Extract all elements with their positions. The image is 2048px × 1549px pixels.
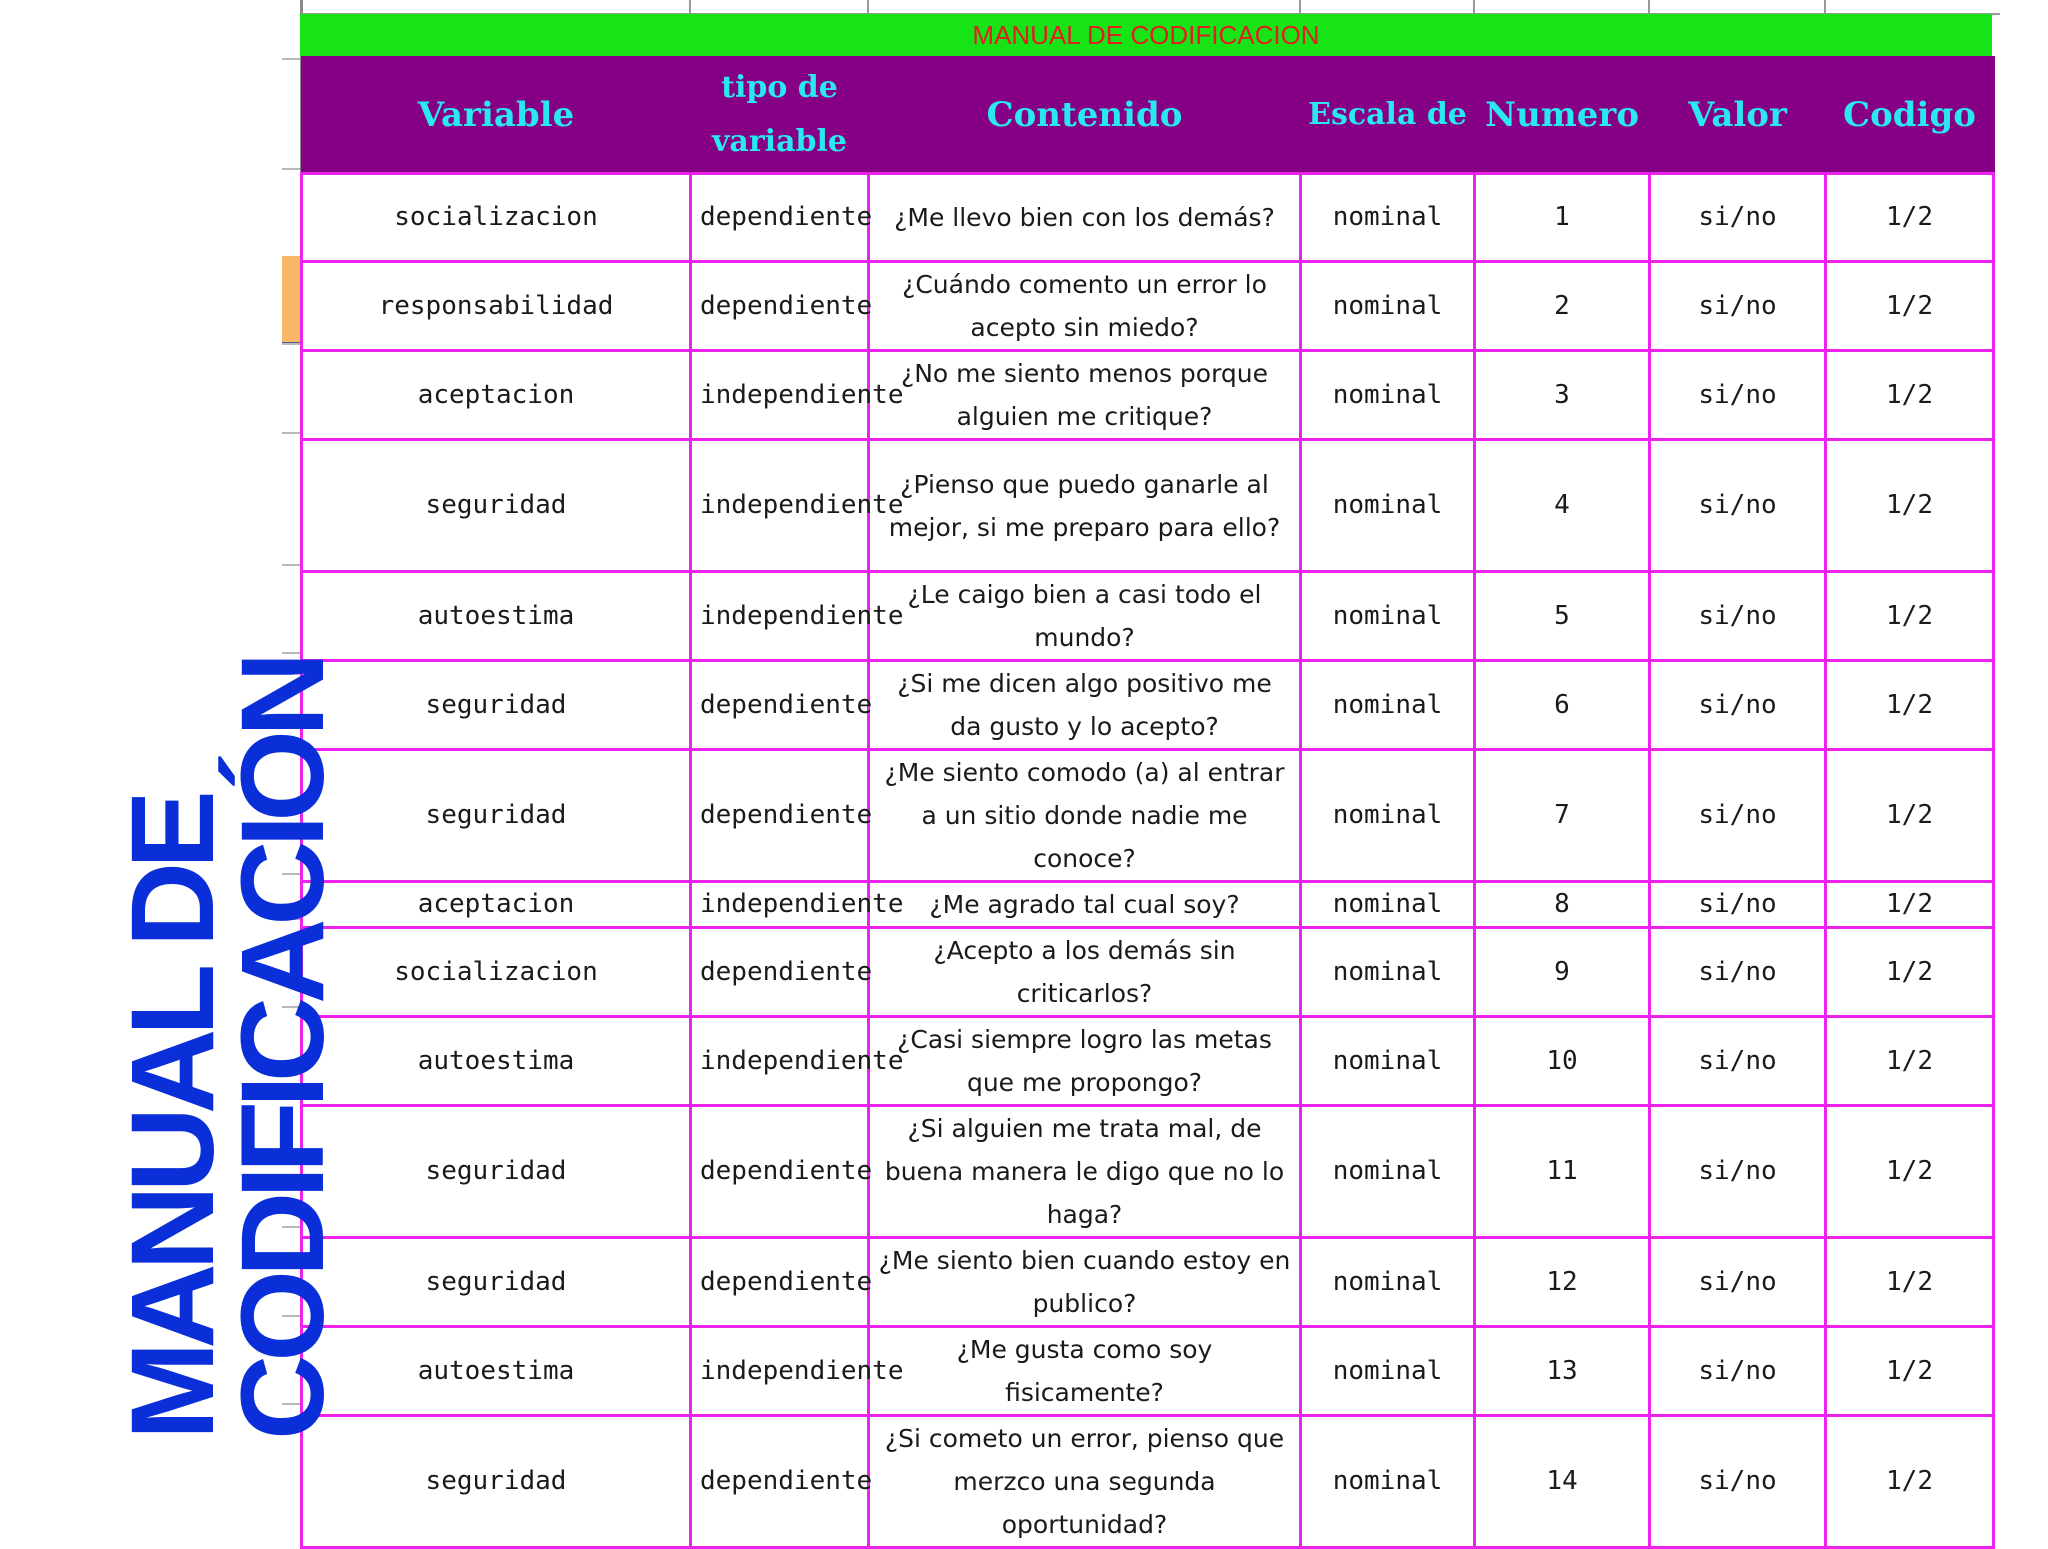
table-row: [302, 928, 1994, 1017]
cell-numero[interactable]: 9: [1475, 928, 1650, 1017]
cell-escala[interactable]: nominal: [1301, 1416, 1475, 1548]
header-valor: Valor: [1650, 57, 1826, 174]
cell-tipo-de-variable[interactable]: independiente: [691, 1327, 869, 1416]
cell-variable[interactable]: seguridad: [302, 750, 691, 882]
cell-escala[interactable]: nominal: [1301, 572, 1475, 661]
cell-codigo[interactable]: 1/2: [1826, 174, 1994, 262]
cell-escala[interactable]: nominal: [1301, 1106, 1475, 1238]
cell-tipo-de-variable[interactable]: dependiente: [691, 262, 869, 351]
table-row: [302, 1017, 1994, 1106]
cell-variable[interactable]: aceptacion: [302, 882, 691, 928]
cell-escala[interactable]: nominal: [1301, 882, 1475, 928]
cell-contenido[interactable]: ¿Me siento bien cuando estoy en publico?: [869, 1238, 1301, 1327]
header-numero: Numero: [1475, 57, 1650, 174]
cell-contenido[interactable]: ¿No me siento menos porque alguien me critique?: [869, 351, 1301, 440]
cell-codigo[interactable]: 1/2: [1826, 1238, 1994, 1327]
cell-tipo-de-variable[interactable]: independiente: [691, 1017, 869, 1106]
cell-numero[interactable]: 10: [1475, 1017, 1650, 1106]
cell-codigo[interactable]: 1/2: [1826, 882, 1994, 928]
table-row: [302, 661, 1994, 750]
cell-codigo[interactable]: 1/2: [1826, 928, 1994, 1017]
cell-numero[interactable]: 4: [1475, 440, 1650, 572]
cell-numero[interactable]: 3: [1475, 351, 1650, 440]
cell-contenido[interactable]: ¿Acepto a los demás sin criticarlos?: [869, 928, 1301, 1017]
cell-codigo[interactable]: 1/2: [1826, 440, 1994, 572]
slide-title-line-1: MANUAL DE: [107, 797, 239, 1440]
cell-contenido[interactable]: ¿Me llevo bien con los demás?: [869, 174, 1301, 262]
table-row: [302, 262, 1994, 351]
cell-valor[interactable]: si/no: [1650, 262, 1826, 351]
cell-escala[interactable]: nominal: [1301, 928, 1475, 1017]
header-escala: Escala de: [1301, 57, 1475, 174]
cell-contenido[interactable]: ¿Pienso que puedo ganarle al mejor, si me preparo para ello?: [869, 440, 1301, 572]
cell-contenido[interactable]: ¿Me siento comodo (a) al entrar a un sitio donde nadie me conoce?: [869, 750, 1301, 882]
cell-valor[interactable]: si/no: [1650, 174, 1826, 262]
cell-escala[interactable]: nominal: [1301, 661, 1475, 750]
cell-tipo-de-variable[interactable]: dependiente: [691, 661, 869, 750]
cell-variable[interactable]: seguridad: [302, 1238, 691, 1327]
cell-escala[interactable]: nominal: [1301, 1017, 1475, 1106]
table-row: [302, 572, 1994, 661]
cell-contenido[interactable]: ¿Me gusta como soy fisicamente?: [869, 1327, 1301, 1416]
cell-variable[interactable]: aceptacion: [302, 351, 691, 440]
cell-contenido[interactable]: ¿Si me dicen algo positivo me da gusto y lo acepto?: [869, 661, 1301, 750]
cell-contenido[interactable]: ¿Me agrado tal cual soy?: [869, 882, 1301, 928]
cell-valor[interactable]: si/no: [1650, 572, 1826, 661]
cell-valor[interactable]: si/no: [1650, 750, 1826, 882]
cell-valor[interactable]: si/no: [1650, 928, 1826, 1017]
cell-valor[interactable]: si/no: [1650, 882, 1826, 928]
cell-valor[interactable]: si/no: [1650, 1416, 1826, 1548]
cell-variable[interactable]: seguridad: [302, 1416, 691, 1548]
cell-variable[interactable]: autoestima: [302, 1017, 691, 1106]
sheet-banner: MANUAL DE CODIFICACION: [300, 14, 1992, 56]
cell-codigo[interactable]: 1/2: [1826, 262, 1994, 351]
cell-codigo[interactable]: 1/2: [1826, 1327, 1994, 1416]
cell-variable[interactable]: autoestima: [302, 1327, 691, 1416]
cell-numero[interactable]: 11: [1475, 1106, 1650, 1238]
cell-tipo-de-variable[interactable]: dependiente: [691, 1416, 869, 1548]
cell-valor[interactable]: si/no: [1650, 440, 1826, 572]
cell-valor[interactable]: si/no: [1650, 1017, 1826, 1106]
header-variable: Variable: [302, 57, 691, 174]
cell-tipo-de-variable[interactable]: dependiente: [691, 1106, 869, 1238]
cell-valor[interactable]: si/no: [1650, 1238, 1826, 1327]
cell-valor[interactable]: si/no: [1650, 351, 1826, 440]
table-row: [302, 174, 1994, 262]
cell-numero[interactable]: 2: [1475, 262, 1650, 351]
cell-tipo-de-variable[interactable]: independiente: [691, 440, 869, 572]
table-row: [302, 1416, 1994, 1548]
cell-numero[interactable]: 13: [1475, 1327, 1650, 1416]
cell-tipo-de-variable[interactable]: dependiente: [691, 928, 869, 1017]
cell-contenido[interactable]: ¿Casi siempre logro las metas que me propongo?: [869, 1017, 1301, 1106]
cell-codigo[interactable]: 1/2: [1826, 1416, 1994, 1548]
coding-manual-table: [300, 56, 1995, 1549]
table-row: [302, 882, 1994, 928]
table-row: [302, 1238, 1994, 1327]
header-contenido: Contenido: [869, 57, 1301, 174]
cell-numero[interactable]: 12: [1475, 1238, 1650, 1327]
cell-codigo[interactable]: 1/2: [1826, 661, 1994, 750]
cell-tipo-de-variable[interactable]: dependiente: [691, 174, 869, 262]
cell-escala[interactable]: nominal: [1301, 1238, 1475, 1327]
cell-numero[interactable]: 7: [1475, 750, 1650, 882]
header-tipo-de-variable: tipo de variable: [691, 57, 869, 174]
cell-escala[interactable]: nominal: [1301, 351, 1475, 440]
cell-numero[interactable]: 8: [1475, 882, 1650, 928]
header-codigo: Codigo: [1826, 57, 1994, 174]
cell-variable[interactable]: socializacion: [302, 928, 691, 1017]
cell-tipo-de-variable[interactable]: independiente: [691, 351, 869, 440]
cell-numero[interactable]: 6: [1475, 661, 1650, 750]
slide-title-line-2: CODIFICACIÓN: [217, 658, 349, 1440]
column-header-strip: [300, 0, 2000, 15]
cell-variable[interactable]: responsabilidad: [302, 262, 691, 351]
slide-title: [107, 658, 349, 1440]
cell-escala[interactable]: nominal: [1301, 262, 1475, 351]
cell-tipo-de-variable[interactable]: dependiente: [691, 750, 869, 882]
cell-numero[interactable]: 5: [1475, 572, 1650, 661]
table-row: [302, 750, 1994, 882]
cell-escala[interactable]: nominal: [1301, 750, 1475, 882]
cell-valor[interactable]: si/no: [1650, 661, 1826, 750]
cell-codigo[interactable]: 1/2: [1826, 1106, 1994, 1238]
cell-numero[interactable]: 1: [1475, 174, 1650, 262]
cell-tipo-de-variable[interactable]: dependiente: [691, 1238, 869, 1327]
cell-escala[interactable]: nominal: [1301, 1327, 1475, 1416]
cell-variable[interactable]: socializacion: [302, 174, 691, 262]
cell-tipo-de-variable[interactable]: independiente: [691, 882, 869, 928]
cell-escala[interactable]: nominal: [1301, 440, 1475, 572]
cell-variable[interactable]: seguridad: [302, 1106, 691, 1238]
cell-tipo-de-variable[interactable]: independiente: [691, 572, 869, 661]
cell-contenido[interactable]: ¿Si alguien me trata mal, de buena manera le digo que no lo haga?: [869, 1106, 1301, 1238]
selected-row-indicator: [282, 256, 300, 344]
table-row: [302, 1106, 1994, 1238]
cell-codigo[interactable]: 1/2: [1826, 1017, 1994, 1106]
cell-variable[interactable]: seguridad: [302, 661, 691, 750]
cell-numero[interactable]: 14: [1475, 1416, 1650, 1548]
cell-escala[interactable]: nominal: [1301, 174, 1475, 262]
cell-variable[interactable]: seguridad: [302, 440, 691, 572]
cell-contenido[interactable]: ¿Le caigo bien a casi todo el mundo?: [869, 572, 1301, 661]
cell-contenido[interactable]: ¿Cuándo comento un error lo acepto sin miedo?: [869, 262, 1301, 351]
cell-valor[interactable]: si/no: [1650, 1106, 1826, 1238]
cell-valor[interactable]: si/no: [1650, 1327, 1826, 1416]
cell-codigo[interactable]: 1/2: [1826, 351, 1994, 440]
table-header-row: [302, 57, 1994, 174]
table-row: [302, 351, 1994, 440]
cell-codigo[interactable]: 1/2: [1826, 572, 1994, 661]
cell-codigo[interactable]: 1/2: [1826, 750, 1994, 882]
table-row: [302, 440, 1994, 572]
cell-contenido[interactable]: ¿Si cometo un error, pienso que merzco una segunda oportunidad?: [869, 1416, 1301, 1548]
table-row: [302, 1327, 1994, 1416]
cell-variable[interactable]: autoestima: [302, 572, 691, 661]
